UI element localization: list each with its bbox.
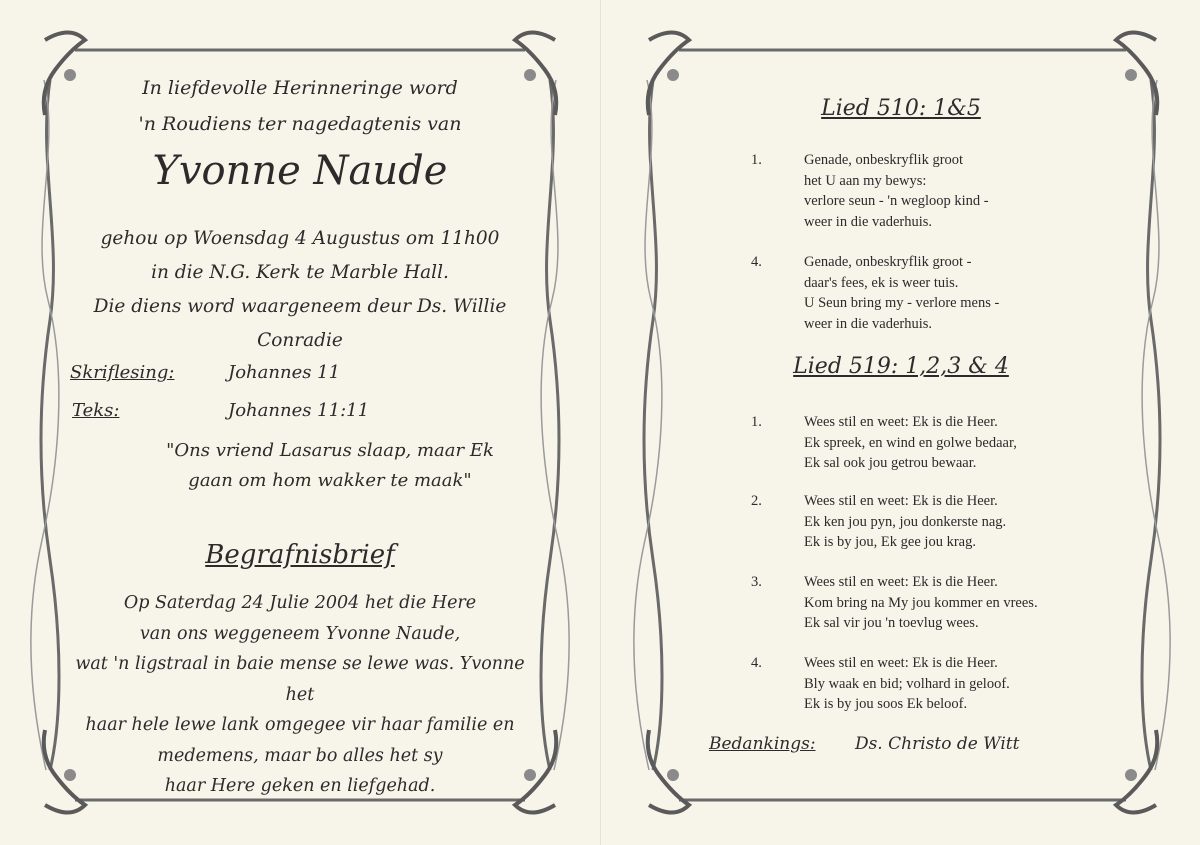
- verse-line: weer in die vaderhuis.: [804, 315, 933, 332]
- acknowledgements: [709, 734, 1019, 754]
- intro-line-1: In liefdevolle Herinneringe word: [142, 77, 458, 99]
- quote-line-1: "Ons vriend Lasarus slaap, maar Ek: [166, 440, 494, 461]
- letter-line: Op Saterdag 24 Julie 2004 het die Here: [123, 593, 477, 613]
- verse-line: Genade, onbeskryflik groot: [804, 152, 964, 168]
- text-value: Johannes 11:11: [228, 400, 370, 421]
- hymn-1-title: Lied 510: 1&5: [821, 96, 981, 121]
- verse-number: 3.: [751, 574, 762, 590]
- service-details: [50, 222, 550, 358]
- verse-line: daar's fees, ek is weer tuis.: [804, 274, 959, 291]
- verse-number: 4.: [751, 655, 762, 671]
- scripture-quote: [150, 436, 510, 496]
- verse-line: Wees stil en weet: Ek is die Heer.: [804, 493, 998, 509]
- verse-line: U Seun bring my - verlore mens -: [804, 295, 1000, 311]
- service-line-1: gehou op Woensdag 4 Augustus om 11h00: [100, 228, 500, 249]
- letter-line: haar hele lewe lank omgegee vir haar familie en: [85, 715, 515, 735]
- letter-line: wat 'n ligstraal in baie mense se lewe was. Yvonne het: [75, 654, 525, 705]
- service-line-3: Die diens word waargeneem deur Ds. Willie Conradie: [93, 296, 507, 351]
- intro-text: [60, 70, 540, 142]
- reading-value: Johannes 11: [228, 362, 341, 383]
- verse-line: Genade, onbeskryflik groot -: [804, 254, 972, 270]
- deceased-name: Yvonne Naude: [152, 148, 448, 194]
- right-page: [600, 0, 1200, 845]
- verse-line: weer in die vaderhuis.: [804, 213, 933, 230]
- hymn-2-title: Lied 519: 1,2,3 & 4: [793, 354, 1009, 379]
- service-line-2: in die N.G. Kerk te Marble Hall.: [151, 262, 449, 283]
- letter-line: van ons weggeneem Yvonne Naude,: [139, 623, 461, 644]
- verse-number: 2.: [751, 493, 762, 509]
- thanks-value: Ds. Christo de Witt: [854, 734, 1020, 754]
- reading-label: Skriflesing:: [70, 362, 175, 383]
- verse-line: Ek sal vir jou 'n toevlug wees.: [804, 615, 979, 631]
- verse-line: Wees stil en weet: Ek is die Heer.: [804, 414, 998, 430]
- verse-line: Wees stil en weet: Ek is die Heer.: [804, 574, 998, 590]
- verse-line: Ek spreek, en wind en golwe bedaar,: [804, 434, 1017, 451]
- quote-line-2: gaan om hom wakker te maak": [188, 470, 472, 491]
- verse-line: Ek is by jou soos Ek beloof.: [804, 696, 968, 712]
- reading-label-row: [70, 362, 174, 383]
- verse-line: Ek sal ook jou getrou bewaar.: [804, 455, 977, 471]
- intro-line-2: 'n Roudiens ter nagedagtenis van: [138, 113, 462, 135]
- text-label: Teks:: [72, 400, 120, 421]
- verse-line: Kom bring na My jou kommer en vrees.: [804, 594, 1038, 611]
- text-label-row: [72, 400, 119, 421]
- verse-number: 1.: [751, 152, 762, 168]
- verse-number: 1.: [751, 414, 762, 430]
- thanks-label: Bedankings:: [709, 734, 816, 754]
- verse-line: verlore seun - 'n wegloop kind -: [804, 193, 989, 209]
- verse-line: het U aan my bewys:: [804, 172, 927, 189]
- letter-heading: Begrafnisbrief: [205, 540, 395, 570]
- verse-line: Bly waak en bid; volhard in geloof.: [804, 675, 1010, 692]
- verse-line: Ek is by jou, Ek gee jou krag.: [804, 534, 976, 550]
- letter-line: haar Here geken en liefgehad.: [164, 776, 436, 796]
- letter-line: medemens, maar bo alles het sy: [157, 745, 443, 766]
- verse-line: Ek ken jou pyn, jou donkerste nag.: [804, 513, 1007, 530]
- verse-number: 4.: [751, 254, 762, 270]
- verse-line: Wees stil en weet: Ek is die Heer.: [804, 655, 998, 671]
- letter-body: [60, 588, 540, 802]
